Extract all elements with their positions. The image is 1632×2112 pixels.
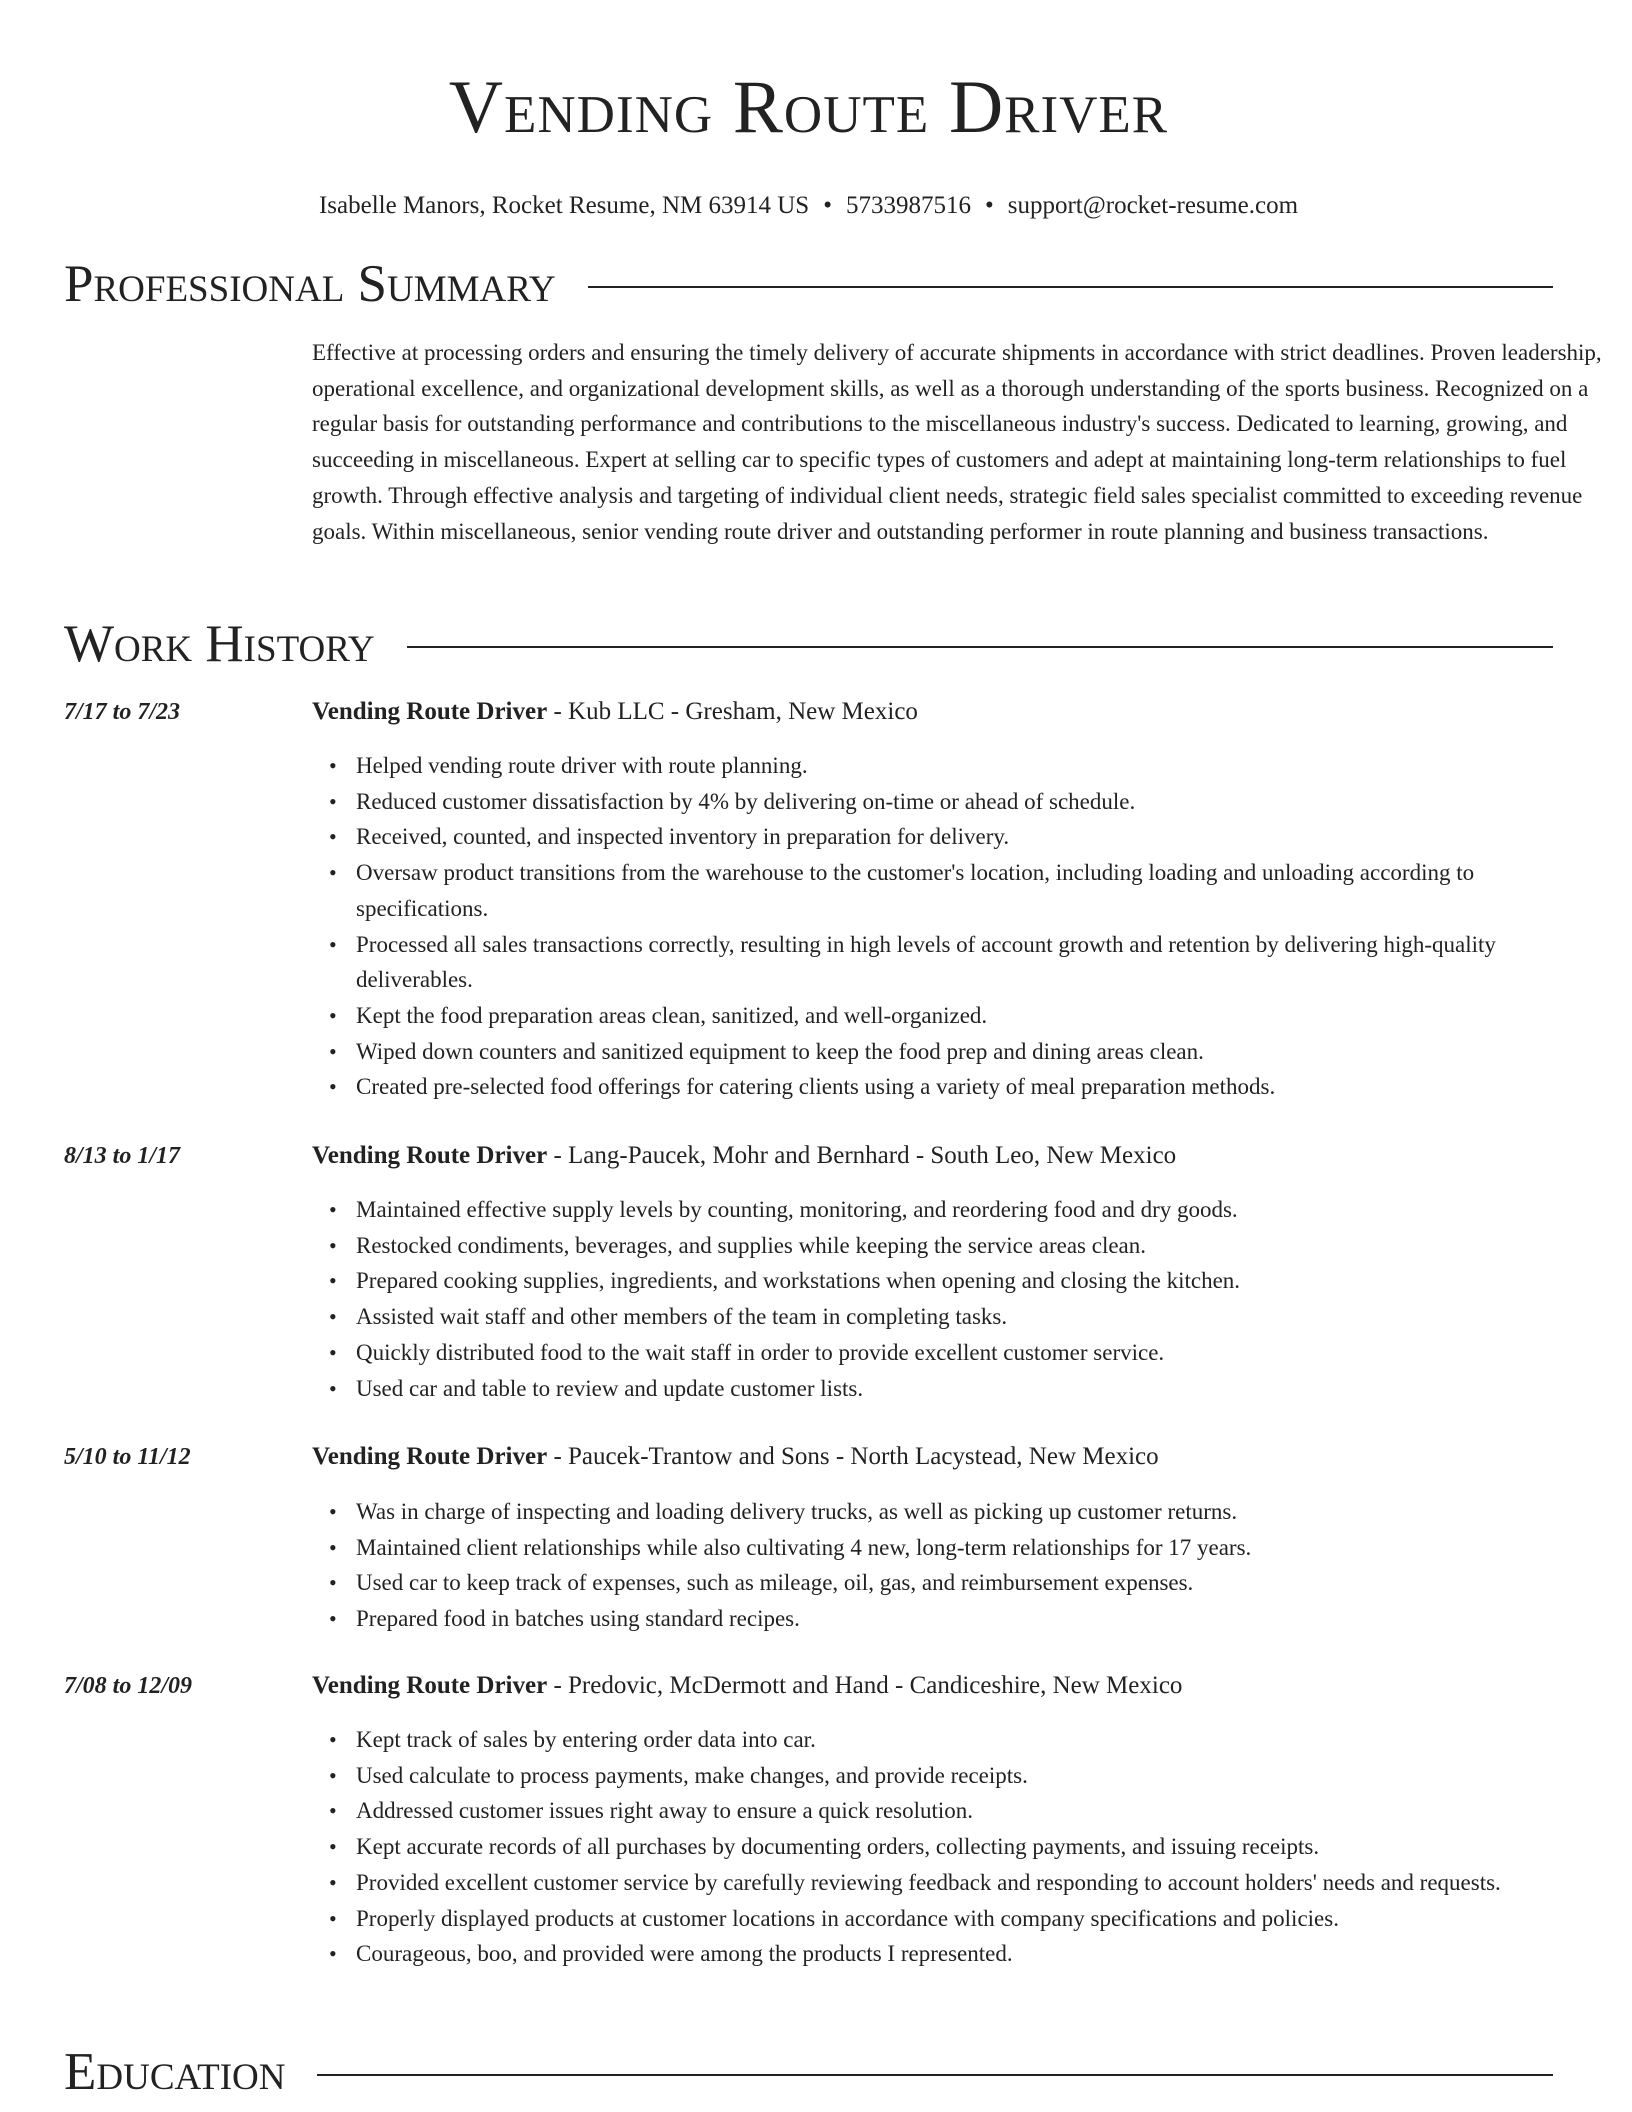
job-bullet: • Properly displayed products at customer locations in accordance with company specifications and policies. — [356, 1901, 1597, 1937]
resume-title: Vending Route Driver — [448, 66, 1169, 149]
job-bullet-list — [312, 1192, 1597, 1406]
job-bullet: • Kept accurate records of all purchases by documenting orders, collecting payments, and issuing receipts. — [356, 1829, 1597, 1865]
job-bullet: • Prepared cooking supplies, ingredients, and workstations when opening and closing the kitchen. — [356, 1263, 1597, 1299]
job-dates: 5/10 to 11/12 — [64, 1444, 191, 1470]
job-bullet: • Addressed customer issues right away to ensure a quick resolution. — [356, 1793, 1597, 1829]
job-bullet: • Provided excellent customer service by carefully reviewing feedback and responding to account holders' needs and requests. — [356, 1865, 1597, 1901]
job-bullet: • Used car and table to review and update customer lists. — [356, 1371, 1597, 1407]
job-bullet: • Helped vending route driver with route planning. — [356, 748, 1597, 784]
contact-separator: • — [823, 192, 832, 219]
job-bullet: • Courageous, boo, and provided were among the products I represented. — [356, 1936, 1597, 1972]
job-bullet: • Used car to keep track of expenses, such as mileage, oil, gas, and reimbursement expenses. — [356, 1565, 1597, 1601]
job-heading — [312, 1442, 1159, 1472]
job-role: Vending Route Driver — [312, 1443, 548, 1470]
job-bullet: • Restocked condiments, beverages, and supplies while keeping the service areas clean. — [356, 1228, 1597, 1264]
contact-phone: 5733987516 — [845, 192, 971, 219]
section-header-education — [64, 2040, 1553, 2104]
summary-text: Effective at processing orders and ensuring the timely delivery of accurate shipments in accordance with strict deadlines. Proven leadership, operational excellence, and organizational development skills, as well as a thorough understanding of the sports business. Recognized on a regular basis for outstanding performance and contributions to the miscellaneous industry's success. Dedicated to learning, growing, and succeeding in miscellaneous. Expert at selling car to specific types of customers and adept at maintaining long-term relationships to fuel growth. Through effective analysis and targeting of individual client needs, strategic field sales specialist committed to exceeding revenue goals. Within miscellaneous, senior vending route driver and outstanding performer in route planning and business transactions. — [312, 340, 1602, 544]
job-company: - Predovic, McDermott and Hand - Candiceshire, New Mexico — [547, 1672, 1183, 1699]
contact-line — [64, 190, 1553, 222]
job-bullet: • Oversaw product transitions from the warehouse to the customer's location, including loading and unloading according to specifications. — [356, 855, 1597, 926]
job-bullet: • Maintained client relationships while also cultivating 4 new, long-term relationships for 17 years. — [356, 1530, 1597, 1566]
job-bullet-list — [312, 748, 1597, 1105]
job-heading — [312, 697, 918, 727]
resume-page — [64, 0, 1602, 2101]
job-company: - Lang-Paucek, Mohr and Bernhard - South Leo, New Mexico — [547, 1142, 1177, 1169]
job-role: Vending Route Driver — [312, 698, 548, 725]
job-bullet: • Kept the food preparation areas clean, sanitized, and well-organized. — [356, 998, 1597, 1034]
job-bullet-list — [312, 1494, 1597, 1637]
job-heading — [312, 1671, 1182, 1701]
job-dates: 7/17 to 7/23 — [64, 699, 181, 725]
job-role: Vending Route Driver — [312, 1142, 548, 1169]
section-title-summary: Professional Summary — [64, 255, 556, 313]
job-bullet-list — [312, 1722, 1597, 1972]
section-header-summary — [64, 252, 1553, 316]
section-divider — [588, 286, 1553, 288]
contact-email: support@rocket-resume.com — [1007, 192, 1299, 219]
job-role: Vending Route Driver — [312, 1672, 548, 1699]
job-bullet: • Processed all sales transactions correctly, resulting in high levels of account growth and retention by delivering high-quality deliverables. — [356, 927, 1597, 998]
job-dates: 7/08 to 12/09 — [64, 1673, 193, 1699]
job-bullet: • Received, counted, and inspected inventory in preparation for delivery. — [356, 819, 1597, 855]
job-bullet: • Quickly distributed food to the wait staff in order to provide excellent customer service. — [356, 1335, 1597, 1371]
job-bullet: • Reduced customer dissatisfaction by 4% by delivering on-time or ahead of schedule. — [356, 784, 1597, 820]
section-divider — [317, 2074, 1553, 2076]
section-header-work-history — [64, 612, 1553, 676]
job-bullet: • Prepared food in batches using standard recipes. — [356, 1601, 1597, 1637]
contact-separator: • — [984, 192, 994, 219]
job-bullet: • Used calculate to process payments, make changes, and provide receipts. — [356, 1758, 1597, 1794]
section-divider — [407, 646, 1553, 648]
job-bullet: • Wiped down counters and sanitized equipment to keep the food prep and dining areas clean. — [356, 1034, 1597, 1070]
job-bullet: • Created pre-selected food offerings for catering clients using a variety of meal preparation methods. — [356, 1069, 1597, 1105]
job-bullet: • Maintained effective supply levels by counting, monitoring, and reordering food and dry goods. — [356, 1192, 1597, 1228]
job-bullet: • Assisted wait staff and other members of the team in completing tasks. — [356, 1299, 1597, 1335]
job-company: - Paucek-Trantow and Sons - North Lacystead, New Mexico — [547, 1443, 1159, 1470]
job-heading — [312, 1141, 1176, 1171]
job-bullet: • Kept track of sales by entering order data into car. — [356, 1722, 1597, 1758]
job-company: - Kub LLC - Gresham, New Mexico — [547, 698, 918, 725]
job-bullet: • Was in charge of inspecting and loading delivery trucks, as well as picking up customer returns. — [356, 1494, 1597, 1530]
job-dates: 8/13 to 1/17 — [64, 1143, 181, 1169]
section-title-education: Education — [64, 2043, 286, 2101]
section-title-work-history: Work History — [64, 615, 375, 673]
contact-address: Isabelle Manors, Rocket Resume, NM 63914 US — [318, 192, 810, 219]
